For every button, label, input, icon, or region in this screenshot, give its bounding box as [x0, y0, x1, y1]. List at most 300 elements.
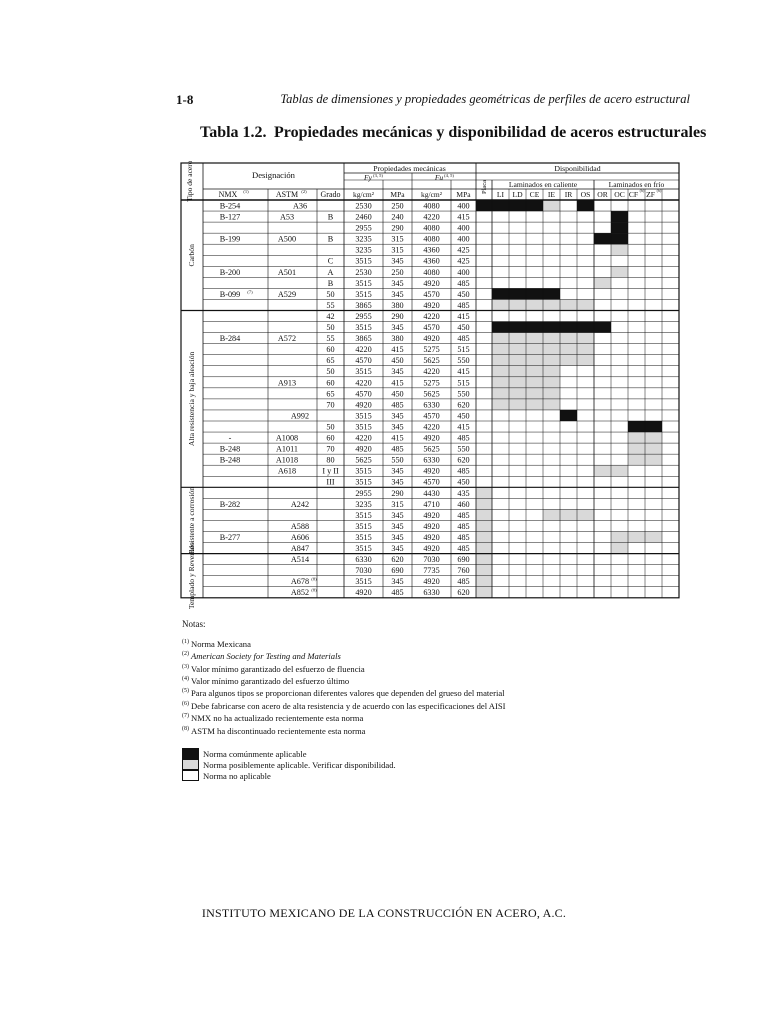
note-item — [182, 662, 505, 674]
avail-col-header: CF — [628, 190, 639, 199]
fy-mpa-cell: 345 — [391, 367, 404, 377]
fu-mpa-cell: 620 — [457, 455, 470, 465]
astm-cell: A588 — [290, 521, 310, 531]
fu-kgcm2-cell: 4920 — [423, 521, 440, 531]
nmx-sup: (1) — [243, 189, 249, 194]
astm-cell: A913 — [277, 378, 297, 388]
fu-kgcm2-cell: 4920 — [423, 466, 440, 476]
fy-mpa-cell: 345 — [391, 422, 404, 432]
astm-cell: A514 — [290, 555, 310, 565]
placa-header: Placa — [481, 179, 488, 195]
fu-kgcm2-cell: 4920 — [423, 334, 440, 344]
fy-header: Fy — [364, 173, 372, 182]
availability-common — [611, 211, 628, 222]
fy-kgcm2-cell: 3515 — [355, 289, 372, 299]
availability-possible — [509, 344, 526, 355]
fu-mpa-cell: 515 — [457, 378, 470, 388]
fy-mpa-cell: 485 — [391, 588, 404, 598]
availability-possible — [492, 299, 509, 310]
grado-cell: 50 — [326, 422, 335, 432]
steel-group-label: Alta resistencia y baja aleación — [187, 351, 196, 447]
fu-mpa-cell: 485 — [457, 544, 470, 553]
grado-cell: 60 — [326, 378, 335, 388]
note-text: ASTM ha discontinuado recientemente esta norma — [191, 725, 366, 736]
legend-item — [182, 748, 396, 759]
fy-kgcm2-cell: 3515 — [355, 510, 372, 520]
note-marker: (4) — [182, 676, 189, 683]
fy-mpa-cell: 485 — [391, 400, 404, 410]
fu-mpa-cell: 620 — [457, 400, 470, 410]
fy-mpa-cell: 250 — [391, 267, 404, 277]
availability-possible — [611, 465, 628, 476]
fy-mpa-cell: 345 — [391, 544, 404, 553]
fu-sup: (4, 5) — [444, 173, 454, 178]
fu-kgcm2-cell: 4920 — [423, 433, 440, 443]
availability-possible — [476, 532, 492, 543]
availability-possible — [476, 487, 492, 498]
availability-possible — [577, 299, 594, 310]
fu-kgcm2-cell: 4920 — [423, 544, 440, 553]
availability-common — [577, 322, 594, 333]
availability-possible — [492, 333, 509, 344]
note-marker: (8) — [182, 725, 189, 732]
fy-mpa-cell: 345 — [391, 278, 404, 288]
avail-col-sup: (6) — [639, 188, 645, 193]
fy-mpa-cell: 415 — [391, 433, 404, 443]
fy-mpa-cell: 315 — [391, 499, 404, 509]
fy-kgcm2-cell: 2530 — [355, 201, 372, 211]
fu-kgcm2-cell: 5275 — [423, 345, 440, 355]
availability-possible — [543, 377, 560, 388]
note-marker: (3) — [182, 663, 189, 670]
availability-possible — [645, 432, 662, 443]
availability-possible — [543, 333, 560, 344]
astm-cell: A847 — [290, 544, 310, 553]
grado-cell: 50 — [326, 289, 335, 299]
fu-kgcm2-cell: 4080 — [423, 201, 440, 211]
availability-possible — [543, 399, 560, 410]
fy-kgcm2-cell: 3515 — [355, 577, 372, 587]
fu-mpa-cell: 460 — [457, 499, 470, 509]
note-text: Valor mínimo garantizado del esfuerzo último — [191, 675, 350, 686]
fu-kgcm2-cell: 4360 — [423, 256, 440, 266]
grado-cell: 70 — [326, 400, 335, 410]
availability-common — [509, 322, 526, 333]
availability-possible — [509, 299, 526, 310]
unit-mpa: MPa — [390, 190, 405, 199]
nmx-cell: B-248 — [219, 444, 241, 454]
availability-possible — [543, 366, 560, 377]
astm-cell: A53 — [279, 212, 295, 222]
nmx-cell: B-248 — [219, 455, 241, 465]
fu-kgcm2-cell: 4920 — [423, 532, 440, 542]
grado-header: Grado — [320, 190, 341, 199]
fu-kgcm2-cell: 4920 — [423, 577, 440, 587]
availability-possible — [645, 532, 662, 543]
availability-possible — [526, 355, 543, 366]
fu-mpa-cell: 415 — [457, 367, 470, 377]
fu-kgcm2-cell: 4220 — [423, 367, 440, 377]
disponibilidad-header: Disponibilidad — [554, 164, 601, 173]
page-footer: INSTITUTO MEXICANO DE LA CONSTRUCCIÓN EN ACERO, A.C. — [201, 906, 567, 920]
fu-mpa-cell: 400 — [457, 201, 470, 211]
fy-mpa-cell: 450 — [391, 389, 404, 399]
availability-common — [526, 200, 543, 211]
availability-possible — [492, 399, 509, 410]
fu-kgcm2-cell: 4080 — [423, 234, 440, 244]
availability-possible — [543, 509, 560, 520]
availability-common — [476, 200, 492, 211]
availability-possible — [577, 355, 594, 366]
availability-possible — [628, 443, 645, 454]
fu-kgcm2-cell: 4430 — [423, 488, 440, 498]
fy-kgcm2-cell: 3515 — [355, 367, 372, 377]
fy-kgcm2-cell: 3515 — [355, 323, 372, 332]
fu-mpa-cell: 415 — [457, 212, 470, 222]
grado-cell: 60 — [326, 433, 335, 443]
availability-common — [594, 322, 611, 333]
fy-mpa-cell: 345 — [391, 577, 404, 587]
fy-mpa-cell: 345 — [391, 323, 404, 332]
fy-kgcm2-cell: 3515 — [355, 477, 372, 487]
legend-swatch — [182, 770, 199, 781]
grado-cell: A — [327, 267, 334, 277]
availability-common — [543, 322, 560, 333]
table-caption — [200, 124, 706, 142]
availability-possible — [611, 244, 628, 255]
fy-kgcm2-cell: 7030 — [355, 566, 372, 576]
fy-mpa-cell: 380 — [391, 300, 404, 310]
designacion-header: Designación — [252, 170, 295, 180]
fy-mpa-cell: 345 — [391, 466, 404, 476]
steel-group-label: Carbón — [187, 244, 196, 267]
tipo-header: Tipo de acero — [185, 161, 194, 202]
fy-kgcm2-cell: 3515 — [355, 466, 372, 476]
note-item — [182, 711, 505, 723]
note-item — [182, 649, 505, 661]
availability-common — [611, 222, 628, 233]
fy-kgcm2-cell: 4220 — [355, 433, 372, 443]
availability-possible — [476, 509, 492, 520]
fy-kgcm2-cell: 2955 — [355, 311, 372, 321]
notes-title: Notas: — [182, 619, 206, 629]
steel-properties-table — [180, 161, 695, 609]
fy-kgcm2-cell: 2955 — [355, 488, 372, 498]
fy-kgcm2-cell: 3515 — [355, 411, 372, 421]
avail-col-header: OC — [614, 190, 625, 199]
fu-kgcm2-cell: 6330 — [423, 455, 440, 465]
availability-possible — [476, 576, 492, 587]
fy-mpa-cell: 380 — [391, 334, 404, 344]
fy-kgcm2-cell: 3515 — [355, 256, 372, 266]
availability-possible — [560, 509, 577, 520]
fu-kgcm2-cell: 5625 — [423, 444, 440, 454]
fy-mpa-cell: 450 — [391, 356, 404, 366]
note-item — [182, 699, 505, 711]
availability-possible — [594, 465, 611, 476]
avail-col-header: CE — [529, 190, 540, 199]
availability-possible — [476, 565, 492, 576]
fu-mpa-cell: 760 — [457, 566, 470, 576]
availability-common — [560, 322, 577, 333]
availability-possible — [476, 587, 492, 598]
astm-cell: A606 — [290, 532, 310, 542]
grado-cell: 55 — [326, 334, 335, 344]
availability-common — [526, 288, 543, 299]
fy-kgcm2-cell: 3515 — [355, 544, 372, 553]
avail-col-header: OR — [597, 190, 608, 199]
availability-possible — [509, 377, 526, 388]
grado-cell: 80 — [326, 455, 335, 465]
fu-mpa-cell: 400 — [457, 267, 470, 277]
availability-possible — [560, 299, 577, 310]
availability-possible — [543, 344, 560, 355]
fu-kgcm2-cell: 4570 — [423, 411, 440, 421]
availability-possible — [560, 344, 577, 355]
availability-possible — [492, 377, 509, 388]
fy-kgcm2-cell: 4920 — [355, 400, 372, 410]
nmx-cell: - — [228, 433, 232, 443]
fu-mpa-cell: 435 — [457, 488, 470, 498]
availability-possible — [543, 388, 560, 399]
fy-kgcm2-cell: 2530 — [355, 267, 372, 277]
availability-common — [543, 288, 560, 299]
note-text: Valor mínimo garantizado del esfuerzo de fluencia — [191, 663, 365, 674]
fu-mpa-cell: 485 — [457, 532, 470, 542]
fy-mpa-cell: 345 — [391, 256, 404, 266]
grado-cell: C — [327, 256, 334, 266]
fu-mpa-cell: 550 — [457, 444, 470, 454]
legend-item — [182, 759, 396, 770]
avail-col-header: ZF — [646, 190, 655, 199]
note-marker: (7) — [182, 713, 189, 720]
grado-cell: 60 — [326, 345, 335, 355]
fu-mpa-cell: 690 — [457, 555, 470, 565]
fy-kgcm2-cell: 6330 — [355, 555, 372, 565]
availability-common — [509, 288, 526, 299]
avail-col-header: IR — [564, 190, 573, 199]
astm-cell: A529 — [277, 289, 297, 299]
availability-possible — [526, 377, 543, 388]
fy-mpa-cell: 550 — [391, 455, 404, 465]
legend — [182, 748, 396, 781]
availability-possible — [526, 299, 543, 310]
fy-kgcm2-cell: 4220 — [355, 345, 372, 355]
fy-mpa-cell: 315 — [391, 234, 404, 244]
astm-cell: A572 — [277, 334, 297, 344]
fu-kgcm2-cell: 4360 — [423, 245, 440, 255]
fy-mpa-cell: 620 — [391, 555, 404, 565]
grado-cell: 70 — [326, 444, 335, 454]
fu-kgcm2-cell: 7030 — [423, 555, 440, 565]
fy-sup: (3, 5) — [373, 173, 383, 178]
note-text: Norma Mexicana — [191, 638, 251, 649]
fy-kgcm2-cell: 3515 — [355, 532, 372, 542]
availability-possible — [509, 333, 526, 344]
availability-possible — [509, 388, 526, 399]
fu-mpa-cell: 425 — [457, 256, 470, 266]
availability-possible — [526, 366, 543, 377]
astm-cell: A1008 — [275, 433, 299, 443]
fy-mpa-cell: 290 — [391, 311, 404, 321]
fu-mpa-cell: 415 — [457, 311, 470, 321]
fy-mpa-cell: 315 — [391, 245, 404, 255]
propiedades-header: Propiedades mecánicas — [373, 164, 446, 173]
nmx-cell: B-200 — [219, 267, 241, 277]
fy-mpa-cell: 290 — [391, 223, 404, 233]
availability-common — [560, 410, 577, 421]
note-marker: (6) — [182, 700, 189, 707]
availability-possible — [492, 355, 509, 366]
nmx-cell: B-284 — [219, 334, 241, 344]
legend-swatch — [182, 759, 199, 770]
legend-label: Norma posiblemente aplicable. Verificar disponibilidad. — [203, 759, 396, 770]
grado-cell: 50 — [326, 323, 335, 332]
availability-possible — [577, 344, 594, 355]
fy-mpa-cell: 485 — [391, 444, 404, 454]
grado-cell: 65 — [326, 389, 335, 399]
fu-mpa-cell: 485 — [457, 510, 470, 520]
fu-kgcm2-cell: 6330 — [423, 588, 440, 598]
availability-possible — [611, 543, 628, 554]
availability-possible — [509, 366, 526, 377]
fy-kgcm2-cell: 3235 — [355, 245, 372, 255]
note-text: American Society for Testing and Materials — [191, 651, 341, 662]
fu-mpa-cell: 485 — [457, 521, 470, 531]
avail-col-header: IE — [547, 190, 556, 199]
note-text: Para algunos tipos se proporcionan diferentes valores que dependen del grueso del material — [191, 688, 505, 699]
fu-mpa-cell: 515 — [457, 345, 470, 355]
note-text: Debe fabricarse con acero de alta resistencia y de acuerdo con las especificaciones del AISI — [191, 700, 506, 711]
astm-sup: (2) — [301, 189, 307, 194]
note-item — [182, 674, 505, 686]
fu-kgcm2-cell: 7735 — [423, 566, 440, 576]
fy-mpa-cell: 345 — [391, 521, 404, 531]
astm-cell: A242 — [290, 499, 310, 509]
fu-kgcm2-cell: 5625 — [423, 389, 440, 399]
fu-mpa-cell: 450 — [457, 477, 470, 487]
legend-label: Norma no aplicable — [203, 770, 271, 781]
note-marker: (2) — [182, 651, 189, 658]
fu-mpa-cell: 485 — [457, 466, 470, 476]
running-header: Tablas de dimensiones y propiedades geométricas de perfiles de acero estructural — [280, 92, 690, 106]
fu-mpa-cell: 485 — [457, 433, 470, 443]
avail-col-sup: (6) — [656, 188, 662, 193]
fu-kgcm2-cell: 5275 — [423, 378, 440, 388]
avail-col-header: LD — [512, 190, 523, 199]
fy-kgcm2-cell: 4570 — [355, 389, 372, 399]
availability-possible — [492, 366, 509, 377]
fy-mpa-cell: 415 — [391, 345, 404, 355]
fy-mpa-cell: 345 — [391, 532, 404, 542]
fy-kgcm2-cell: 4570 — [355, 356, 372, 366]
fy-kgcm2-cell: 3235 — [355, 499, 372, 509]
fy-mpa-cell: 345 — [391, 289, 404, 299]
fy-kgcm2-cell: 3515 — [355, 521, 372, 531]
unit-mpa: MPa — [456, 190, 471, 199]
grado-cell: 55 — [326, 300, 335, 310]
fu-mpa-cell: 485 — [457, 334, 470, 344]
astm-cell: A678 — [290, 577, 310, 587]
steel-group-label: Resistente a corrosión — [187, 486, 196, 555]
astm-header: ASTM — [275, 190, 299, 199]
astm-cell: A852 — [290, 588, 310, 598]
table-title: Propiedades mecánicas y disponibilidad de aceros estructurales — [274, 124, 707, 141]
astm-cell: A500 — [277, 234, 297, 244]
astm-cell: A1011 — [276, 444, 298, 454]
availability-possible — [543, 355, 560, 366]
grado-cell: B — [327, 278, 334, 288]
fy-kgcm2-cell: 2955 — [355, 223, 372, 233]
availability-possible — [611, 532, 628, 543]
fu-kgcm2-cell: 4570 — [423, 323, 440, 332]
fu-mpa-cell: 620 — [457, 588, 470, 598]
fu-kgcm2-cell: 4920 — [423, 278, 440, 288]
availability-possible — [526, 388, 543, 399]
fy-kgcm2-cell: 4920 — [355, 444, 372, 454]
fy-mpa-cell: 240 — [391, 212, 404, 222]
fu-kgcm2-cell: 4220 — [423, 422, 440, 432]
grado-cell: 50 — [326, 367, 335, 377]
astm-cell: A1018 — [275, 455, 299, 465]
fu-mpa-cell: 425 — [457, 245, 470, 255]
availability-possible — [476, 520, 492, 531]
fu-mpa-cell: 550 — [457, 356, 470, 366]
note-item — [182, 686, 505, 698]
grado-cell: B — [327, 234, 334, 244]
fu-kgcm2-cell: 4570 — [423, 289, 440, 299]
fy-kgcm2-cell: 4220 — [355, 378, 372, 388]
availability-possible — [577, 333, 594, 344]
fu-kgcm2-cell: 4080 — [423, 267, 440, 277]
availability-possible — [543, 200, 560, 211]
availability-possible — [628, 432, 645, 443]
nmx-cell: B-099 — [219, 289, 241, 299]
fy-kgcm2-cell: 5625 — [355, 455, 372, 465]
availability-common — [645, 421, 662, 432]
grado-cell: I y II — [322, 466, 339, 476]
avail-col-header: LI — [496, 190, 505, 199]
fy-kgcm2-cell: 3515 — [355, 422, 372, 432]
availability-possible — [476, 554, 492, 565]
nmx-cell-sup: (7) — [247, 289, 253, 295]
fu-kgcm2-cell: 4570 — [423, 477, 440, 487]
availability-possible — [476, 543, 492, 554]
availability-possible — [492, 344, 509, 355]
note-text: NMX no ha actualizado recientemente esta norma — [191, 713, 364, 724]
availability-common — [492, 322, 509, 333]
astm-cell: A618 — [277, 466, 297, 476]
notes-list — [182, 637, 505, 736]
fu-kgcm2-cell: 5625 — [423, 356, 440, 366]
steel-group-label: Templado y Revenido — [187, 542, 196, 609]
fy-mpa-cell: 250 — [391, 201, 404, 211]
note-marker: (5) — [182, 688, 189, 695]
fy-kgcm2-cell: 3515 — [355, 278, 372, 288]
legend-swatch — [182, 748, 199, 759]
note-item — [182, 637, 505, 649]
fy-mpa-cell: 345 — [391, 510, 404, 520]
astm-cell: A501 — [277, 267, 297, 277]
nmx-cell: B-127 — [219, 212, 241, 222]
fu-header: Fu — [434, 173, 444, 182]
fy-mpa-cell: 415 — [391, 378, 404, 388]
legend-label: Norma comúnmente aplicable — [203, 748, 307, 759]
fy-mpa-cell: 345 — [391, 411, 404, 421]
note-item — [182, 724, 505, 736]
fu-mpa-cell: 550 — [457, 389, 470, 399]
availability-possible — [526, 333, 543, 344]
